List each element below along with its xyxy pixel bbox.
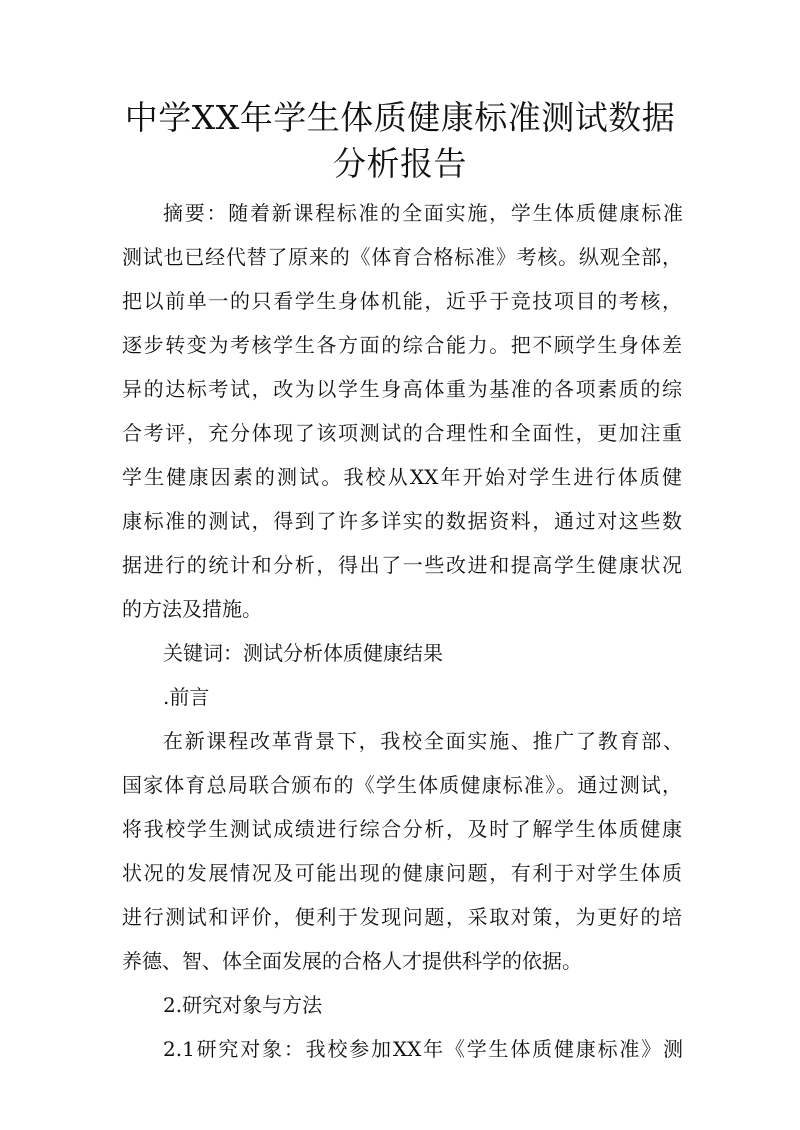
preface-line: 状况的发展情况及可能出现的健康问题，有利于对学生体质: [122, 861, 682, 885]
abstract-line: 把以前单一的只看学生身体机能，近乎于竞技项目的考核，: [122, 289, 682, 313]
section-2-heading: 2.研究对象与方法: [163, 993, 323, 1017]
keywords-line: 关键词：测试分析体质健康结果: [163, 641, 443, 665]
preface-line: 进行测试和评价，便利于发现问题，采取对策，为更好的培: [122, 905, 682, 929]
abstract-line: 测试也已经代替了原来的《体育合格标准》考核。纵观全部，: [122, 245, 682, 269]
preface-heading: .前言: [163, 685, 210, 709]
preface-line: 国家体育总局联合颁布的《学生体质健康标准》。通过测试，: [122, 773, 682, 797]
abstract-line: 据进行的统计和分析，得出了一些改进和提高学生健康状况: [122, 553, 682, 577]
abstract-line: 摘要：随着新课程标准的全面实施，学生体质健康标准: [163, 201, 683, 225]
abstract-line: 康标准的测试，得到了许多详实的数据资料，通过对这些数: [122, 509, 682, 533]
preface-line: 在新课程改革背景下，我校全面实施、推广了教育部、: [163, 729, 683, 753]
section-2-1-line: 2.1研究对象：我校参加XX年《学生体质健康标准》测: [163, 1037, 683, 1061]
abstract-line: 学生健康因素的测试。我校从XX年开始对学生进行体质健: [122, 465, 682, 489]
preface-line: 养德、智、体全面发展的合格人才提供科学的依据。: [122, 949, 582, 973]
abstract-line: 合考评，充分体现了该项测试的合理性和全面性，更加注重: [122, 421, 682, 445]
preface-line: 将我校学生测试成绩进行综合分析，及时了解学生体质健康: [122, 817, 682, 841]
abstract-line: 逐步转变为考核学生各方面的综合能力。把不顾学生身体差: [122, 333, 682, 357]
document-title-line-2: 分析报告: [333, 144, 467, 183]
document-title-line-1: 中学XX年学生体质健康标准测试数据: [124, 98, 676, 137]
abstract-line: 的方法及措施。: [122, 597, 262, 621]
abstract-line: 异的达标考试，改为以学生身高体重为基准的各项素质的综: [122, 377, 682, 401]
